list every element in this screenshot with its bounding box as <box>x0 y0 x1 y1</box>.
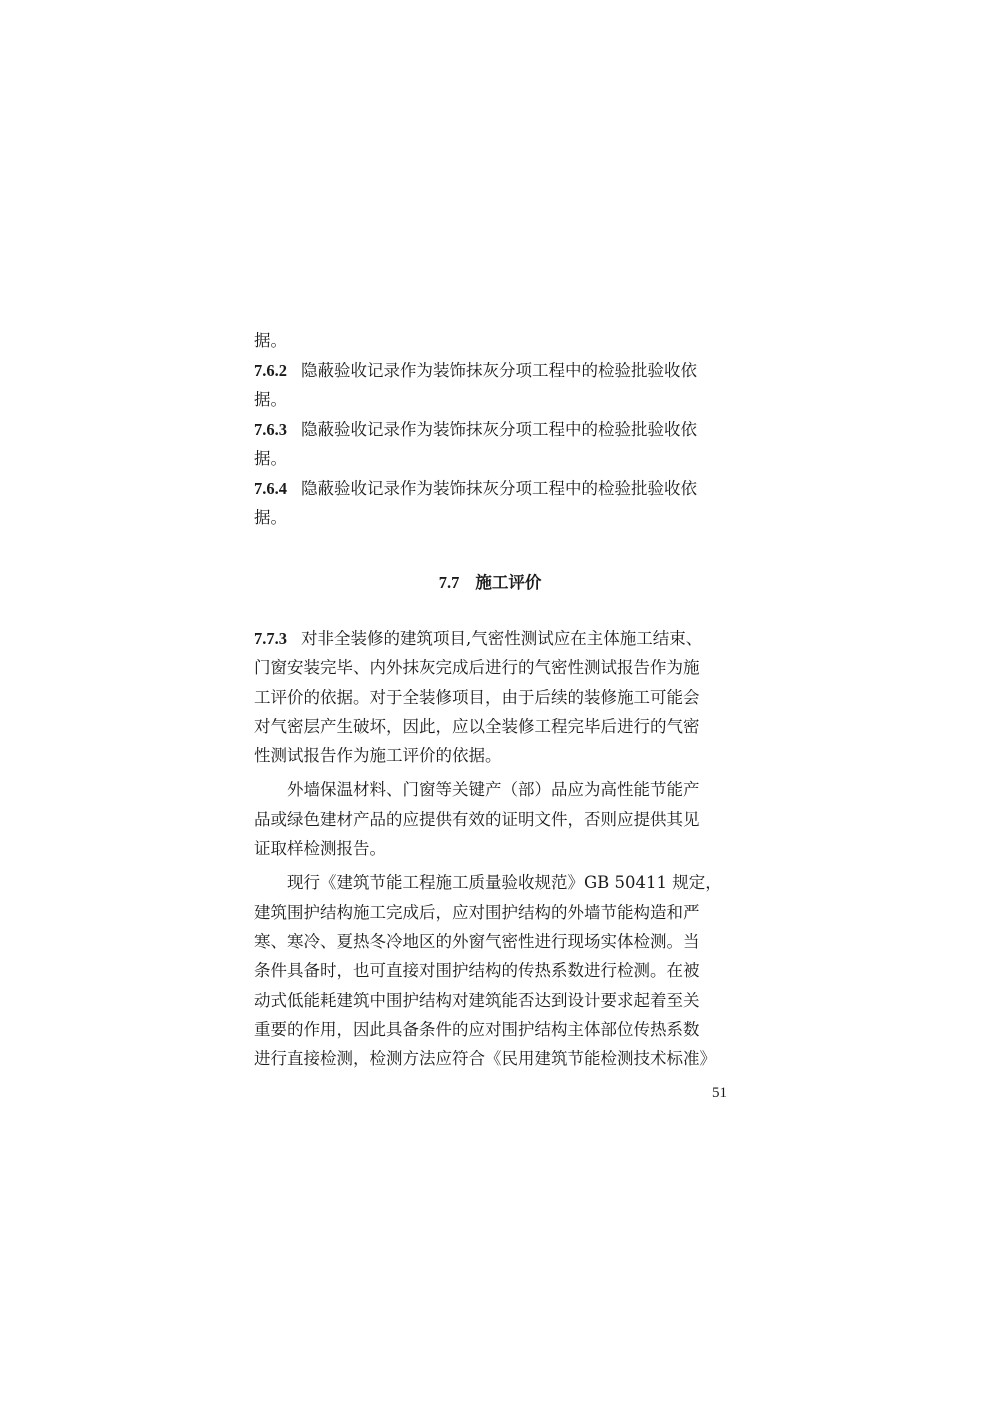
paragraph-line-text: 对非全装修的建筑项目,气密性测试应在主体施工结束、 <box>301 629 703 648</box>
clause-7-6-3 <box>254 415 726 445</box>
clause-text-continuation: 据。 <box>254 508 287 527</box>
clause-number: 7.6.2 <box>254 360 287 380</box>
clause-text: 隐蔽验收记录作为装饰抹灰分项工程中的检验批验收依 <box>301 478 697 498</box>
paragraph-standards <box>254 868 726 1073</box>
paragraph-line: 现行《建筑节能工程施工质量验收规范》GB 50411 规定， <box>287 873 722 893</box>
paragraph-line: 工评价的依据。对于全装修项目，由于后续的装修施工可能会 <box>254 687 700 707</box>
continuation-line: 据。 <box>254 331 287 350</box>
clause-7-6-4 <box>254 474 726 504</box>
paragraph-line: 进行直接检测，检测方法应符合《民用建筑节能检测技术标准》 <box>254 1049 716 1069</box>
section-body <box>254 624 726 1078</box>
clause-text-continuation: 据。 <box>254 390 287 409</box>
paragraph-materials <box>254 775 726 863</box>
paragraph-line: 证取样检测报告。 <box>254 839 386 859</box>
clause-text: 隐蔽验收记录作为装饰抹灰分项工程中的检验批验收依 <box>301 419 697 439</box>
section-number: 7.7 <box>438 573 460 592</box>
paragraph-line <box>254 624 726 653</box>
top-text-block <box>254 326 726 533</box>
clause-7-6-2 <box>254 356 726 386</box>
clause-text: 隐蔽验收记录作为装饰抹灰分项工程中的检验批验收依 <box>301 360 697 380</box>
paragraph-line: 条件具备时，也可直接对围护结构的传热系数进行检测。在被 <box>254 961 700 981</box>
section-heading <box>254 569 726 593</box>
paragraph-line: 动式低能耗建筑中围护结构对建筑能否达到设计要求起着至关 <box>254 990 700 1010</box>
page-number: 51 <box>712 1085 727 1101</box>
paragraph-line: 品或绿色建材产品的应提供有效的证明文件，否则应提供其见 <box>254 809 700 829</box>
clause-number: 7.6.3 <box>254 419 287 439</box>
section-title-text: 施工评价 <box>475 573 542 592</box>
clause-number: 7.6.4 <box>254 478 287 498</box>
clause-7-7-3 <box>254 624 726 770</box>
paragraph-line: 重要的作用，因此具备条件的应对围护结构主体部位传热系数 <box>254 1019 700 1039</box>
paragraph-line: 性测试报告作为施工评价的依据。 <box>254 746 502 766</box>
clause-text-continuation: 据。 <box>254 449 287 468</box>
clause-number: 7.7.3 <box>254 629 287 648</box>
paragraph-line: 门窗安装完毕、内外抹灰完成后进行的气密性测试报告作为施 <box>254 658 700 678</box>
paragraph-line: 对气密层产生破坏，因此，应以全装修工程完毕后进行的气密 <box>254 716 700 736</box>
paragraph-line: 建筑围护结构施工完成后，应对围护结构的外墙节能构造和严 <box>254 902 700 922</box>
paragraph-line: 外墙保温材料、门窗等关键产（部）品应为高性能节能产 <box>287 780 700 800</box>
paragraph-line: 寒、寒冷、夏热冬冷地区的外窗气密性进行现场实体检测。当 <box>254 931 700 951</box>
